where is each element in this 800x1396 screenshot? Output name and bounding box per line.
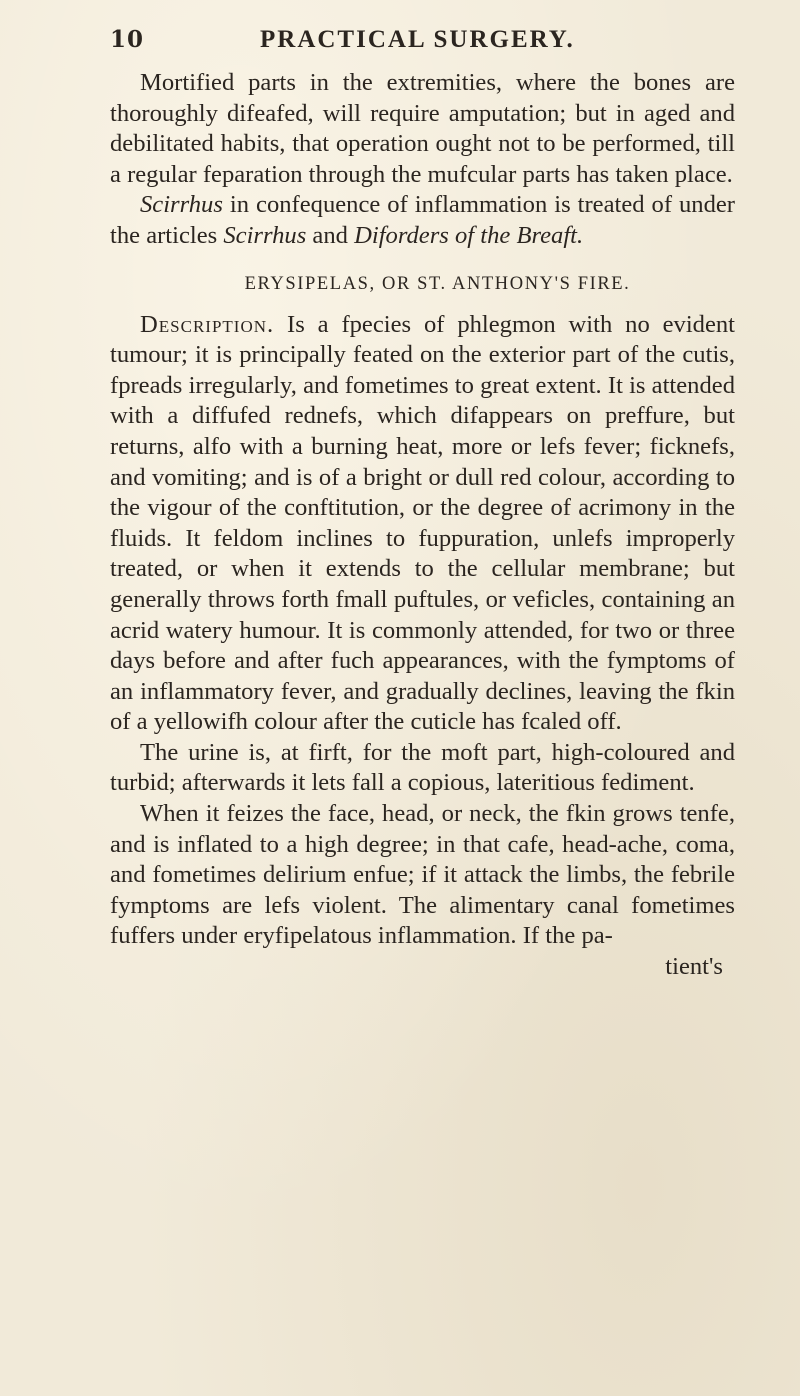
description-lead: Description. — [140, 310, 275, 338]
page-number: 10 — [110, 26, 145, 53]
paragraph-mortified-parts: Mortified parts in the extremities, where the bones are thoroughly difeafed, will require amputation; but in aged and debilitated habits, that operation ought not to be performed, till a regular feparation through the mufcular parts has taken place. — [110, 69, 735, 188]
scirrhus-ref-breast: Diforders of the Breaft. — [354, 221, 584, 249]
description-text: Is a fpecies of phlegmon with no evident tumour; it is principally feated on the exterior part of the cutis, fpreads irregularly, and fometimes to great extent. It is attended with a diffufed rednefs, which difappears on preffure, but returns, alfo with a burning heat, more or lefs fever; ficknefs, and vomiting; and is of a bright or dull red colour, according to the vigour of the conftitution, or the degree of acrimony in the fluids. It feldom inclines to fuppuration, unlefs improperly treated, or when it extends to the cellular membrane; but generally throws forth fmall puftules, or veficles, containing an acrid watery humour. It is commonly attended, for two or three days before and after fuch appearances, with the fymptoms of an inflammatory fever, and gradually declines, leaving the fkin of a yellowifh colour after the cuticle has fcaled off. — [110, 310, 735, 736]
paragraph-face: When it feizes the face, head, or neck, the fkin grows tenfe, and is inflated to a high degree; in that cafe, head-ache, coma, and fometimes delirium enfue; if it attack the limbs, the febrile fymptoms are lefs violent. The alimentary canal fometimes fuffers under eryfipelatous inflammation. If the pa- — [110, 800, 735, 950]
running-head: PRACTICAL SURGERY. — [260, 26, 575, 53]
paragraph-urine: The urine is, at firft, for the moft part, high-coloured and turbid; afterwards it lets fall a copious, lateritious fediment. — [110, 738, 735, 797]
scirrhus-ref-scirrhus: Scirrhus — [223, 221, 307, 249]
spacer — [110, 252, 735, 272]
section-heading: ERYSIPELAS, OR ST. ANTHONY'S FIRE. — [244, 273, 631, 294]
scirrhus-and: and — [306, 221, 355, 249]
paragraph-scirrhus — [110, 190, 735, 251]
scirrhus-text: in confequence of inflammation is treated of under the articles — [110, 191, 735, 249]
scirrhus-lead: Scirrhus — [140, 191, 223, 219]
page-body — [110, 68, 735, 983]
page-header — [110, 22, 730, 62]
catchword: tient's — [665, 953, 723, 981]
spacer — [110, 296, 735, 310]
paragraph-description — [110, 310, 735, 738]
